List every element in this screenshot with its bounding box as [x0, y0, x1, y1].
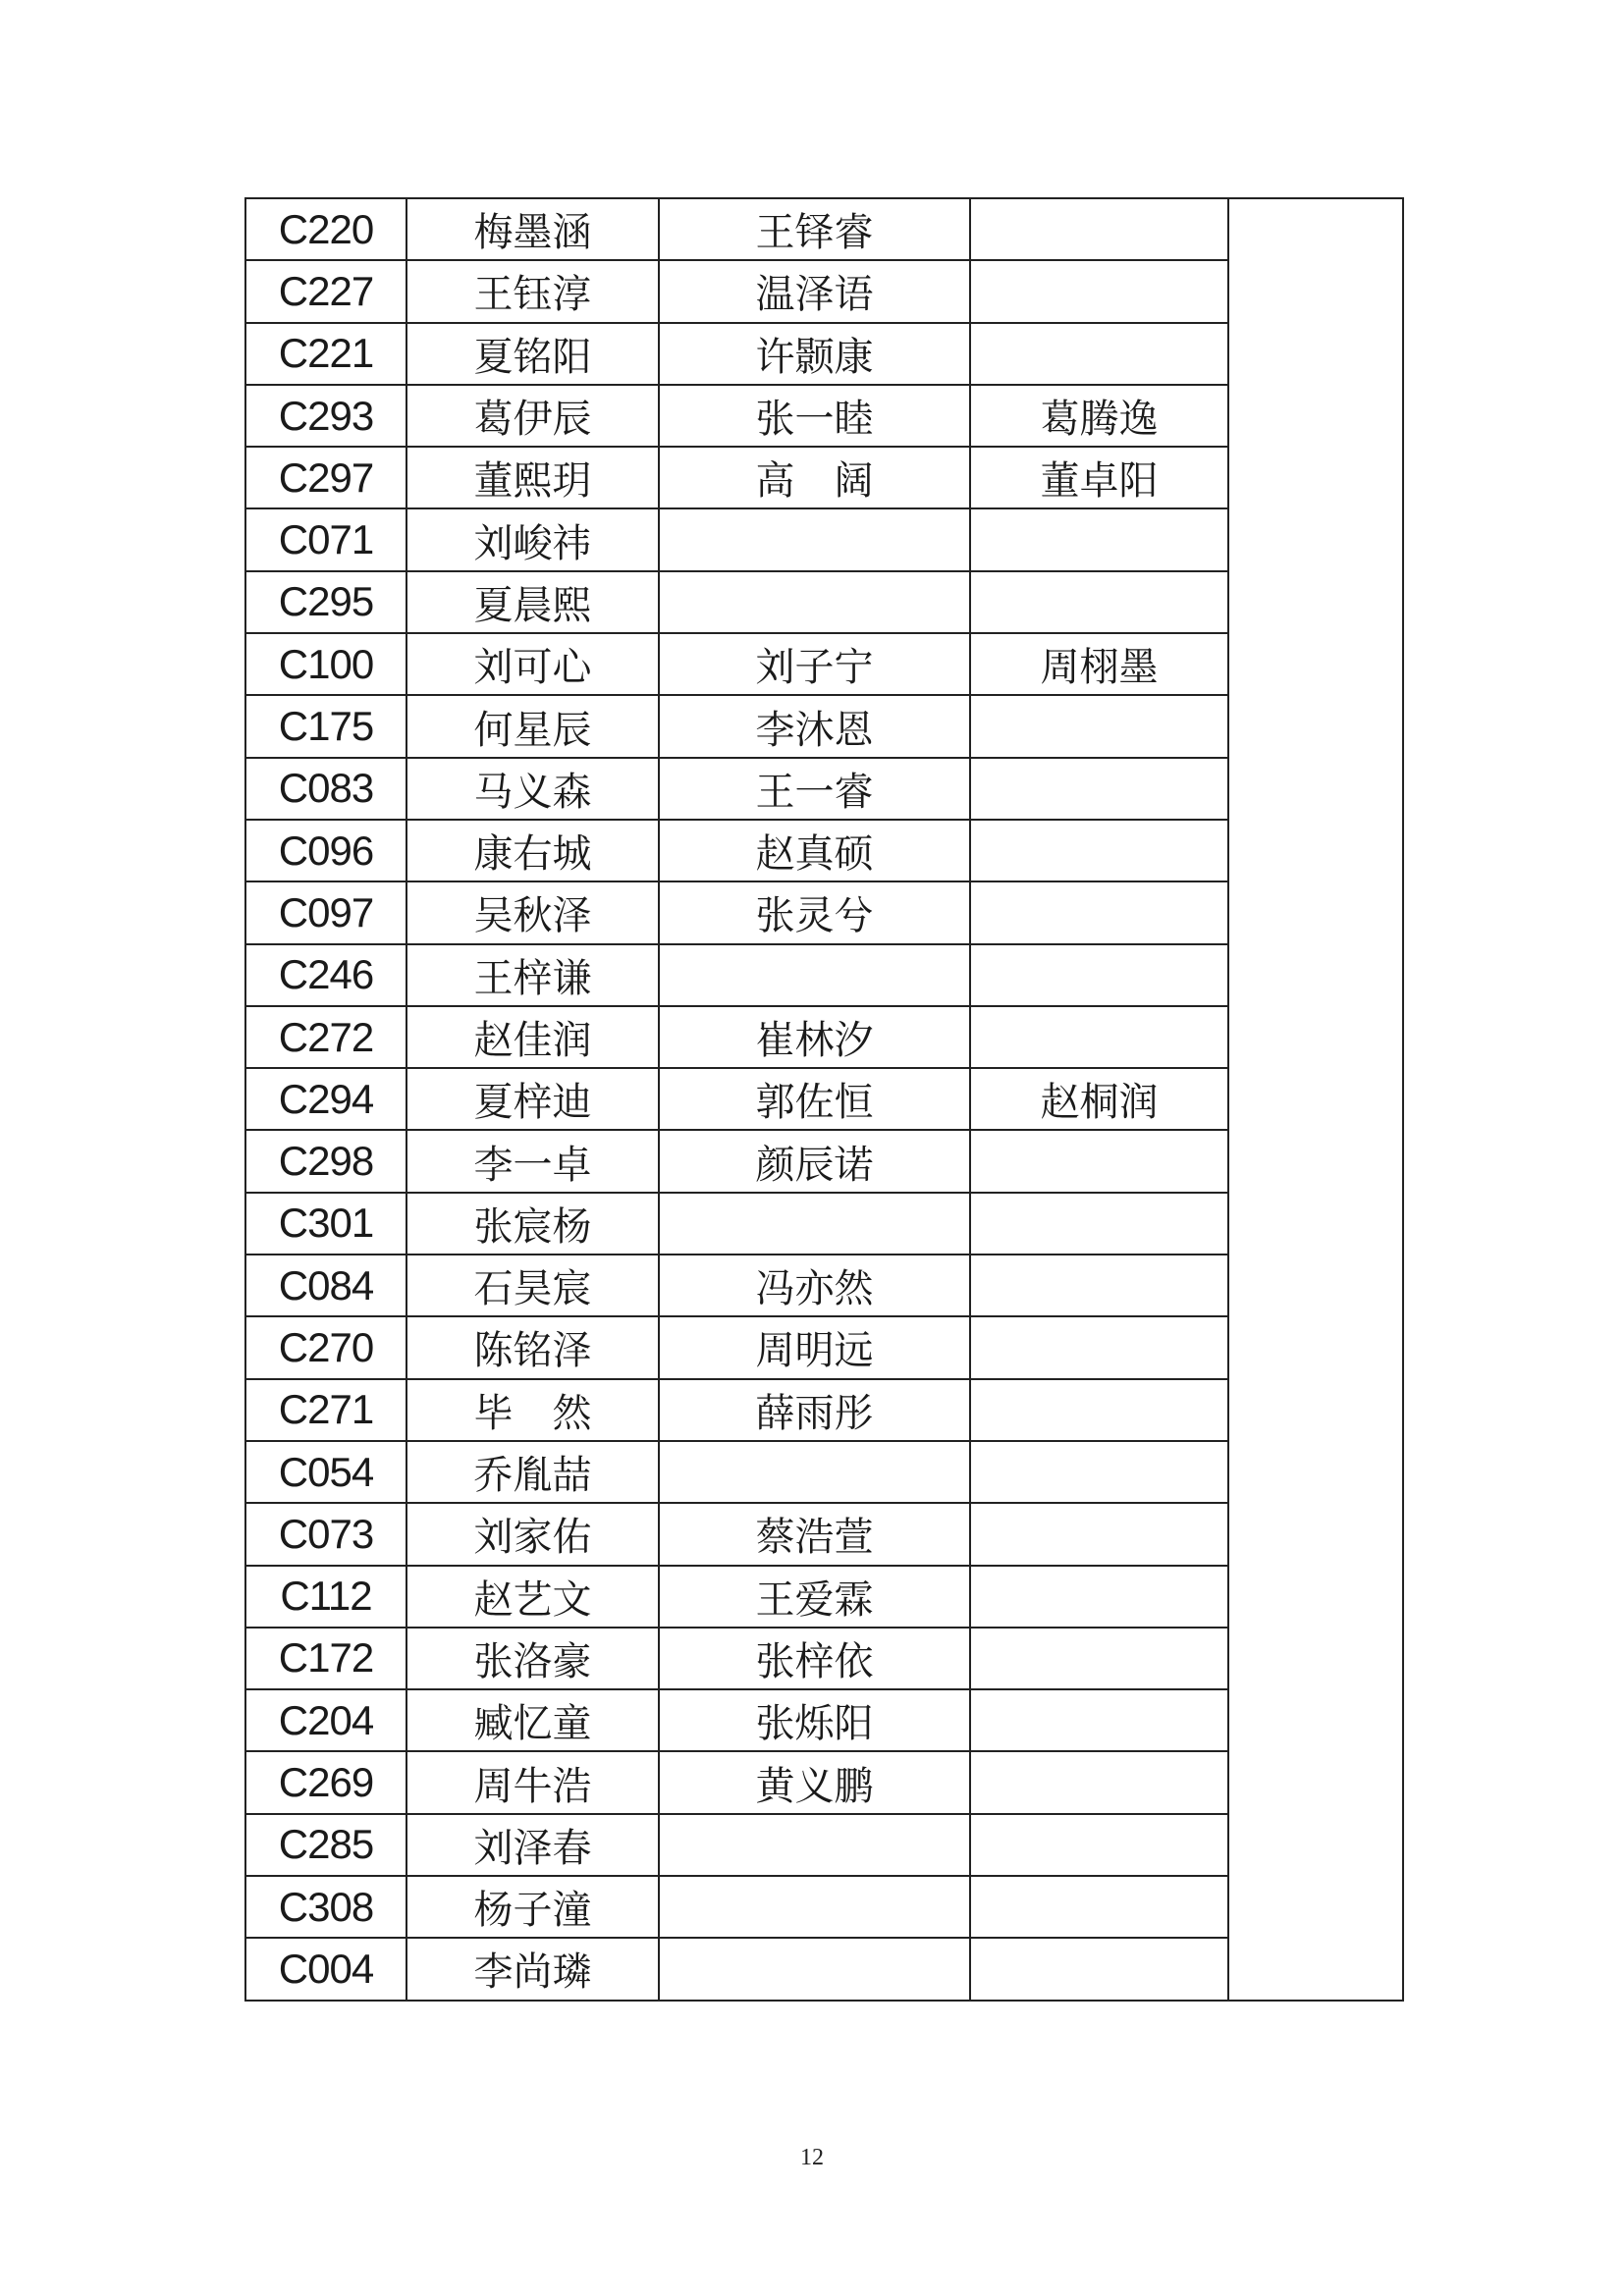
team-code-cell: C221	[245, 323, 406, 385]
team-code-cell: C175	[245, 695, 406, 757]
member-name-cell	[659, 944, 970, 1006]
member-name-cell: 杨子潼	[406, 1876, 659, 1938]
member-name-cell: 赵艺文	[406, 1566, 659, 1628]
member-name-cell	[970, 1689, 1228, 1751]
team-code-cell: C308	[245, 1876, 406, 1938]
team-code-cell: C271	[245, 1379, 406, 1441]
member-name-cell: 梅墨涵	[406, 198, 659, 260]
member-name-cell: 崔林汐	[659, 1006, 970, 1068]
member-name-cell: 刘泽春	[406, 1814, 659, 1876]
member-name-cell	[659, 1814, 970, 1876]
member-name-cell: 乔胤喆	[406, 1441, 659, 1503]
team-code-cell: C004	[245, 1938, 406, 2000]
member-name-cell: 赵真硕	[659, 820, 970, 881]
team-code-cell: C220	[245, 198, 406, 260]
member-name-cell: 赵佳润	[406, 1006, 659, 1068]
member-name-cell	[970, 1938, 1228, 2000]
member-name-cell: 王梓谦	[406, 944, 659, 1006]
member-name-cell: 周牛浩	[406, 1751, 659, 1813]
team-code-cell: C301	[245, 1193, 406, 1255]
team-code-cell: C246	[245, 944, 406, 1006]
member-name-cell	[970, 1006, 1228, 1068]
table-row	[245, 198, 1403, 260]
member-name-cell: 李尚璘	[406, 1938, 659, 2000]
member-name-cell: 刘子宁	[659, 633, 970, 695]
member-name-cell: 许颢康	[659, 323, 970, 385]
member-name-cell: 刘峻祎	[406, 508, 659, 570]
member-name-cell	[970, 1379, 1228, 1441]
member-name-cell: 张一睦	[659, 385, 970, 447]
member-name-cell	[970, 944, 1228, 1006]
member-name-cell: 夏梓迪	[406, 1068, 659, 1130]
team-code-cell: C270	[245, 1316, 406, 1378]
member-name-cell: 石昊宸	[406, 1255, 659, 1316]
member-name-cell	[970, 1751, 1228, 1813]
member-name-cell: 董卓阳	[970, 447, 1228, 508]
page-number: 12	[800, 2145, 824, 2170]
member-name-cell	[970, 1503, 1228, 1565]
member-name-cell: 王一睿	[659, 758, 970, 820]
member-name-cell: 蔡浩萱	[659, 1503, 970, 1565]
member-name-cell: 张梓依	[659, 1628, 970, 1689]
member-name-cell	[970, 1255, 1228, 1316]
member-name-cell: 张宸杨	[406, 1193, 659, 1255]
member-name-cell: 王爱霖	[659, 1566, 970, 1628]
member-name-cell: 周栩墨	[970, 633, 1228, 695]
team-code-cell: C272	[245, 1006, 406, 1068]
team-code-cell: C297	[245, 447, 406, 508]
team-code-cell: C295	[245, 571, 406, 633]
member-name-cell	[970, 508, 1228, 570]
member-name-cell	[970, 1566, 1228, 1628]
member-name-cell: 葛腾逸	[970, 385, 1228, 447]
team-code-cell: C084	[245, 1255, 406, 1316]
team-code-cell: C071	[245, 508, 406, 570]
member-name-cell	[970, 820, 1228, 881]
member-name-cell	[970, 571, 1228, 633]
member-name-cell	[970, 1814, 1228, 1876]
roster-table	[244, 197, 1404, 2002]
member-name-cell	[970, 1876, 1228, 1938]
member-name-cell: 何星辰	[406, 695, 659, 757]
team-code-cell: C294	[245, 1068, 406, 1130]
member-name-cell: 刘可心	[406, 633, 659, 695]
team-code-cell: C100	[245, 633, 406, 695]
member-name-cell: 颜辰诺	[659, 1130, 970, 1192]
member-name-cell	[970, 758, 1228, 820]
member-name-cell: 黄义鹏	[659, 1751, 970, 1813]
member-name-cell: 李一卓	[406, 1130, 659, 1192]
team-code-cell: C073	[245, 1503, 406, 1565]
member-name-cell: 夏铭阳	[406, 323, 659, 385]
member-name-cell: 李沐恩	[659, 695, 970, 757]
member-name-cell: 刘家佑	[406, 1503, 659, 1565]
member-name-cell	[970, 1628, 1228, 1689]
member-name-cell	[659, 571, 970, 633]
member-name-cell: 张洛豪	[406, 1628, 659, 1689]
member-name-cell	[659, 1193, 970, 1255]
member-name-cell: 冯亦然	[659, 1255, 970, 1316]
member-name-cell	[659, 508, 970, 570]
member-name-cell: 王钰淳	[406, 260, 659, 322]
member-name-cell	[970, 260, 1228, 322]
team-code-cell: C054	[245, 1441, 406, 1503]
member-name-cell	[970, 881, 1228, 943]
member-name-cell	[970, 695, 1228, 757]
member-name-cell: 薛雨彤	[659, 1379, 970, 1441]
team-code-cell: C083	[245, 758, 406, 820]
member-name-cell: 周明远	[659, 1316, 970, 1378]
member-name-cell	[970, 1130, 1228, 1192]
team-code-cell: C227	[245, 260, 406, 322]
member-name-cell	[970, 1441, 1228, 1503]
member-name-cell: 康右城	[406, 820, 659, 881]
team-code-cell: C096	[245, 820, 406, 881]
member-name-cell	[970, 198, 1228, 260]
team-code-cell: C097	[245, 881, 406, 943]
member-name-cell: 陈铭泽	[406, 1316, 659, 1378]
team-code-cell: C269	[245, 1751, 406, 1813]
member-name-cell	[659, 1876, 970, 1938]
member-name-cell: 温泽语	[659, 260, 970, 322]
member-name-cell: 吴秋泽	[406, 881, 659, 943]
member-name-cell: 王铎睿	[659, 198, 970, 260]
member-name-cell: 臧忆童	[406, 1689, 659, 1751]
team-code-cell: C112	[245, 1566, 406, 1628]
member-name-cell	[970, 323, 1228, 385]
member-name-cell: 夏晨熙	[406, 571, 659, 633]
member-name-cell: 高 阔	[659, 447, 970, 508]
member-name-cell	[970, 1316, 1228, 1378]
member-name-cell: 董熙玥	[406, 447, 659, 508]
member-name-cell: 毕 然	[406, 1379, 659, 1441]
merged-last-column-cell	[1228, 198, 1403, 2001]
team-code-cell: C298	[245, 1130, 406, 1192]
member-name-cell: 赵桐润	[970, 1068, 1228, 1130]
roster-table-body	[245, 198, 1403, 2001]
member-name-cell: 张灵兮	[659, 881, 970, 943]
team-code-cell: C204	[245, 1689, 406, 1751]
member-name-cell: 张烁阳	[659, 1689, 970, 1751]
member-name-cell: 郭佐恒	[659, 1068, 970, 1130]
member-name-cell	[659, 1938, 970, 2000]
member-name-cell: 马义森	[406, 758, 659, 820]
team-code-cell: C285	[245, 1814, 406, 1876]
member-name-cell	[659, 1441, 970, 1503]
team-code-cell: C293	[245, 385, 406, 447]
team-code-cell: C172	[245, 1628, 406, 1689]
member-name-cell	[970, 1193, 1228, 1255]
member-name-cell: 葛伊辰	[406, 385, 659, 447]
